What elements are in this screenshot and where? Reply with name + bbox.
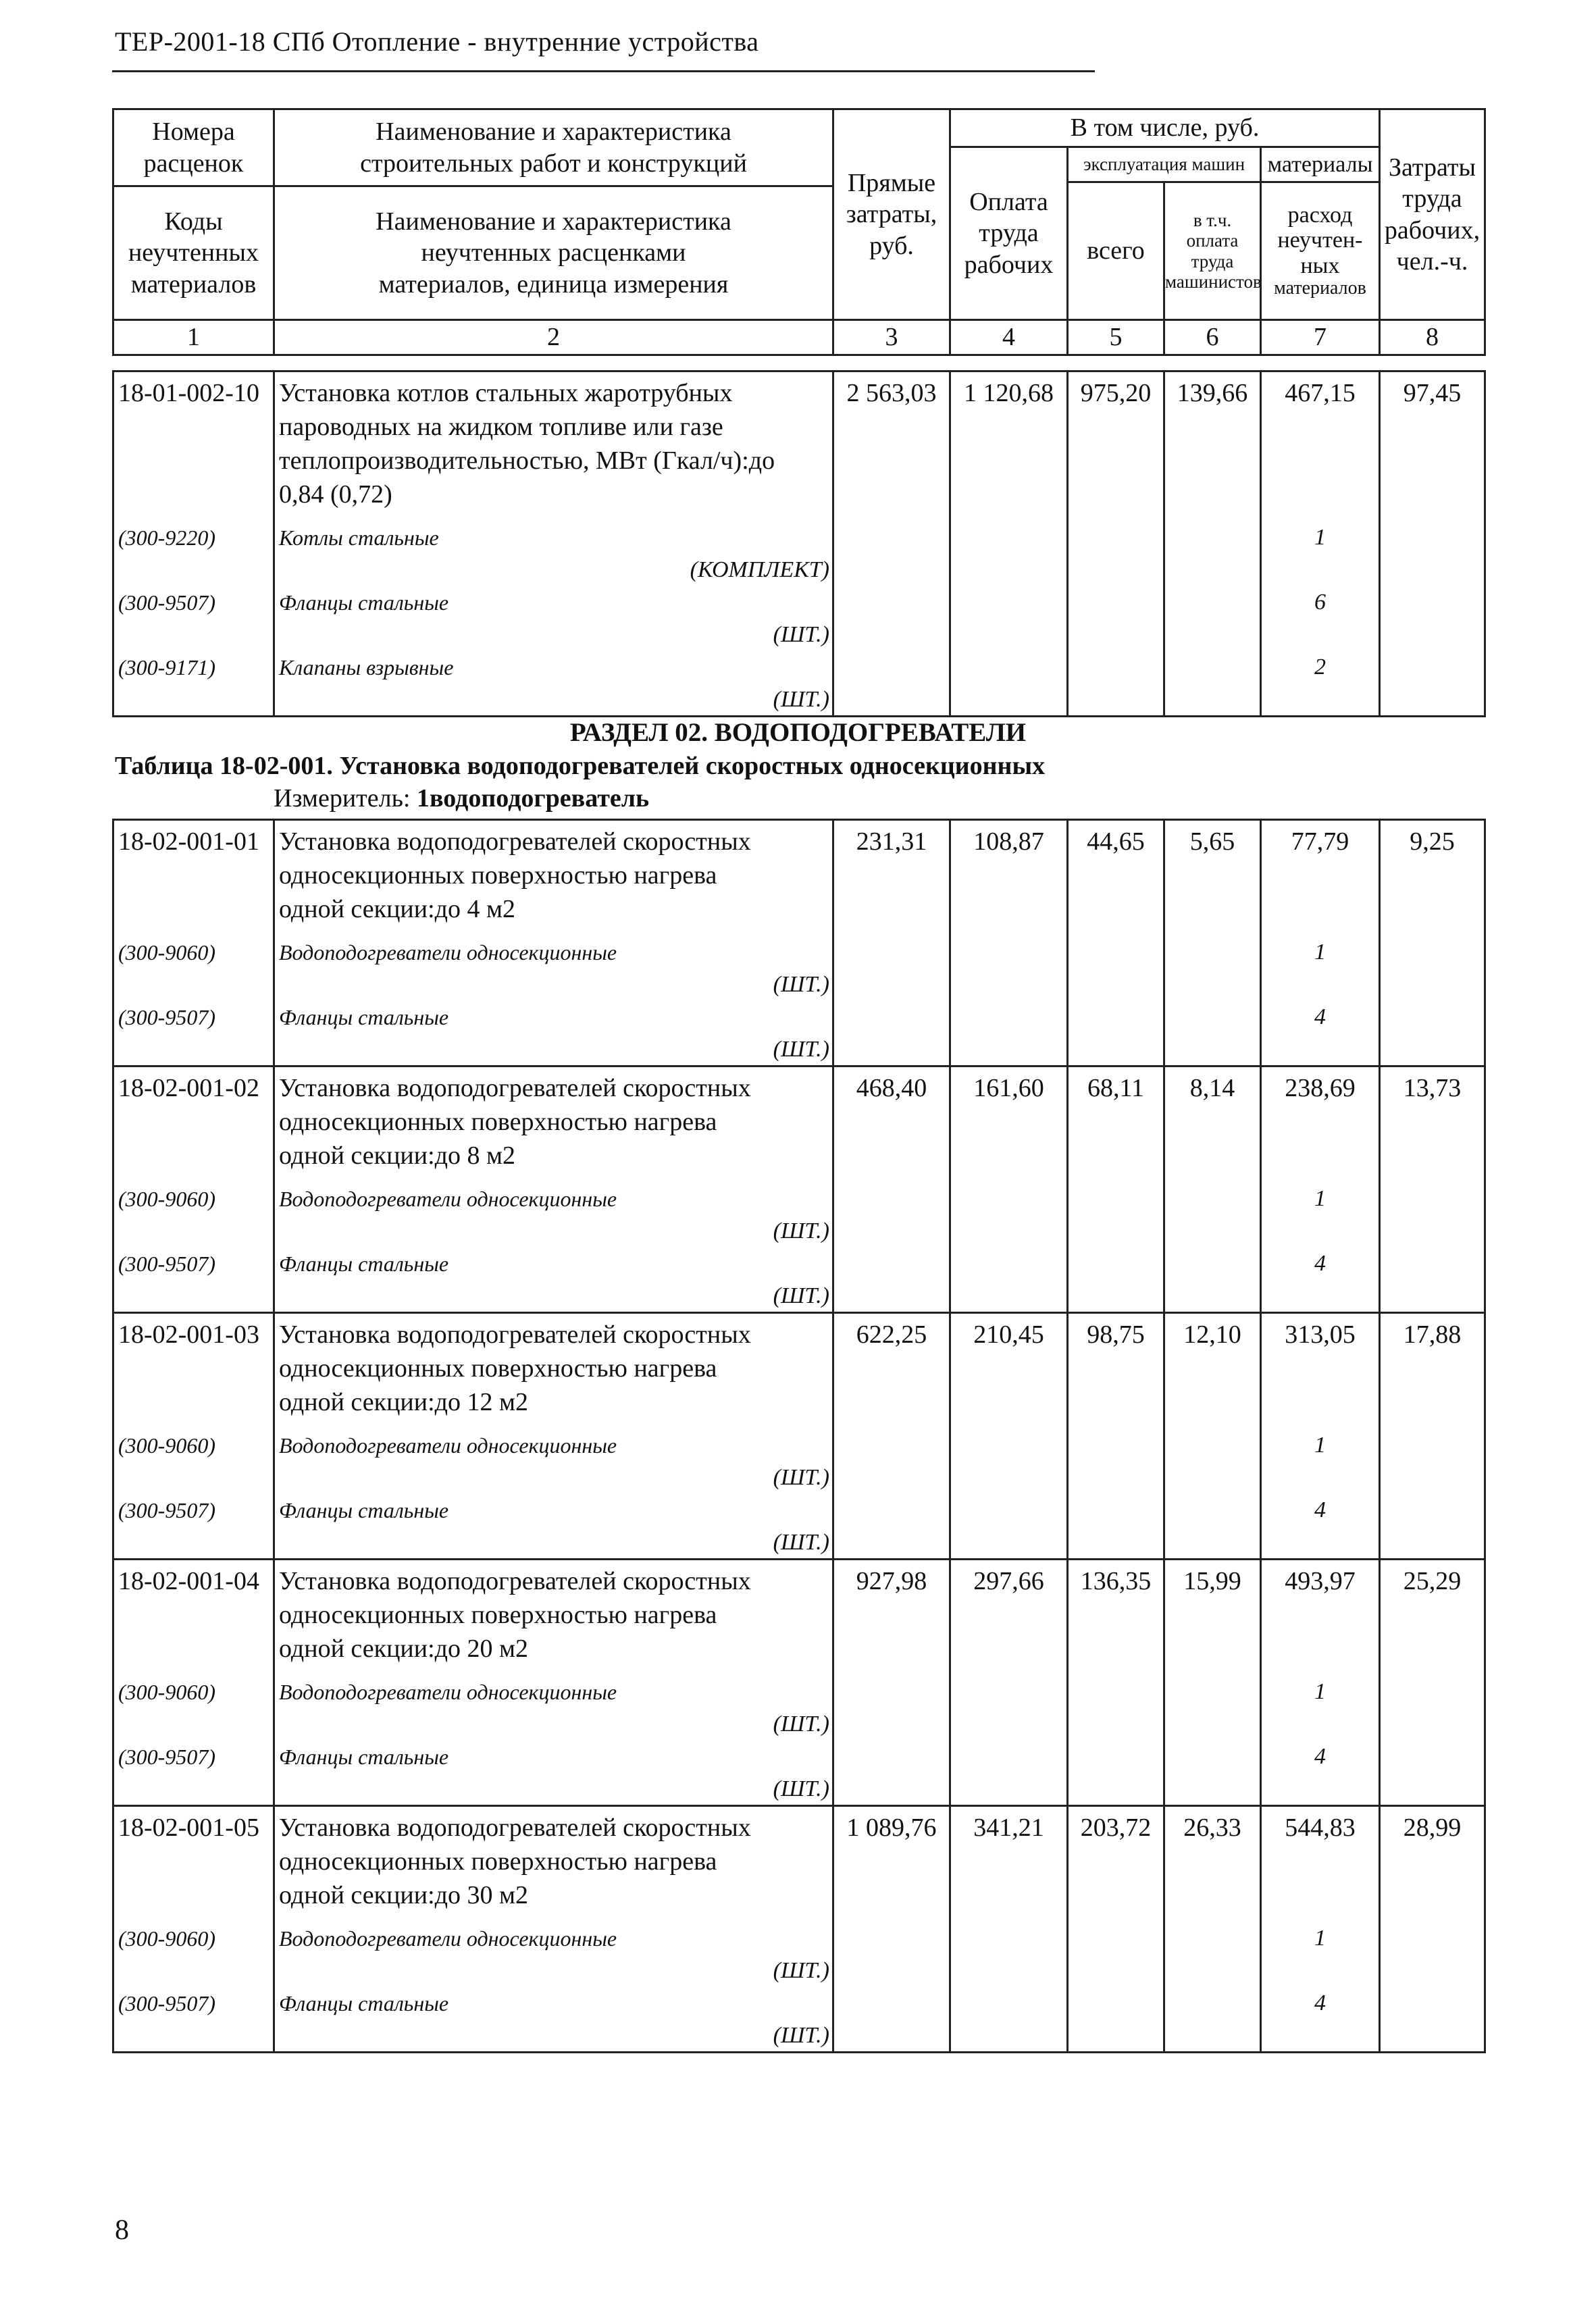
material-unit: (КОМПЛЕКТ) [274,555,833,586]
materials-cost-value: 238,69 [1261,1066,1380,1173]
material-unit: (ШТ.) [274,1774,833,1806]
rate-description-line: одной секции:до 30 м2 [279,1881,529,1909]
header-group-label: В том числе, руб. [950,109,1380,147]
material-row [113,1922,1485,1955]
material-row [113,935,1485,969]
header-number-row: 1 2 3 4 5 6 7 8 [113,320,1485,355]
machinist-pay-value: 15,99 [1164,1560,1261,1666]
labor-pay-value: 108,87 [950,820,1068,927]
rate-description-line: одной секции:до 4 м2 [279,895,516,923]
material-quantity: 1 [1261,935,1380,969]
labor-hours-value: 25,29 [1380,1560,1485,1666]
material-unit: (ШТ.) [274,1281,833,1313]
materials-cost-value: 493,97 [1261,1560,1380,1666]
rate-description-line: Установка водоподогревателей скоростных [279,1814,751,1842]
labor-pay-value: 210,45 [950,1313,1068,1420]
direct-cost-value: 468,40 [833,1066,950,1173]
material-code: (300-9507) [113,1986,274,2020]
header-col1-bottom: Коды неучтенных материалов [113,186,274,320]
machine-cost-value: 203,72 [1068,1806,1164,1913]
material-row [113,1000,1485,1034]
direct-cost-value: 2 563,03 [833,371,950,512]
material-unit-row [113,619,1485,650]
material-unit: (ШТ.) [274,1527,833,1560]
machine-cost-value: 68,11 [1068,1066,1164,1173]
material-code: (300-9171) [113,650,274,684]
material-code: (300-9507) [113,1740,274,1774]
rate-description-line: односекционных поверхностью нагрева [279,1847,717,1876]
unit-of-measure-value: 1водоподогреватель [417,784,650,813]
row-spacer [113,1666,1485,1675]
material-name: Фланцы стальные [274,1247,833,1281]
material-unit-row [113,1527,1485,1560]
header-machines-label: эксплуатация машин [1068,147,1261,182]
material-name: Водоподогреватели односекционные [274,1675,833,1709]
material-unit-row [113,1774,1485,1806]
rate-description [274,820,833,927]
header-col6: в т.ч. оплата труда машинистов [1164,182,1261,320]
material-code: (300-9507) [113,1493,274,1527]
rate-description-line: односекционных поверхностью нагрева [279,1108,717,1136]
material-name: Водоподогреватели односекционные [274,1429,833,1462]
row-spacer [113,1173,1485,1182]
machine-cost-value: 136,35 [1068,1560,1164,1666]
header-col2-bottom: Наименование и характеристика неучтенных расценками материалов, единица измерения [274,186,833,320]
material-code: (300-9060) [113,1429,274,1462]
rate-description [274,1066,833,1173]
rate-description-line: пароводных на жидком топливе или газе [279,413,723,441]
header-col3: Прямые затраты, руб. [833,109,950,320]
rate-row [113,1560,1485,1666]
rate-description-line: Установка котлов стальных жаротрубных [279,379,733,407]
rate-description [274,1313,833,1420]
section-title: РАЗДЕЛ 02. ВОДОПОДОГРЕВАТЕЛИ [569,718,1027,747]
material-code: (300-9507) [113,1000,274,1034]
machinist-pay-value: 26,33 [1164,1806,1261,1913]
direct-cost-value: 622,25 [833,1313,950,1420]
machine-cost-value: 44,65 [1068,820,1164,927]
material-unit: (ШТ.) [274,1709,833,1740]
material-row [113,1986,1485,2020]
material-code: (300-9060) [113,1675,274,1709]
rate-description-line: одной секции:до 8 м2 [279,1141,516,1170]
header-col1-top: Номера расценок [113,109,274,186]
material-code: (300-9060) [113,1182,274,1216]
materials-cost-value: 77,79 [1261,820,1380,927]
material-unit: (ШТ.) [274,969,833,1000]
material-unit-row [113,969,1485,1000]
material-unit-row [113,1216,1485,1247]
header-col8: Затраты труда рабочих, чел.-ч. [1380,109,1485,320]
rate-description-line: Установка водоподогревателей скоростных [279,1320,751,1349]
rate-description-line: Установка водоподогревателей скоростных [279,827,751,856]
labor-pay-value: 297,66 [950,1560,1068,1666]
rate-row [113,820,1485,927]
material-quantity: 2 [1261,650,1380,684]
material-unit-row [113,1462,1485,1493]
row-spacer [113,1912,1485,1922]
rate-description-line: одной секции:до 12 м2 [279,1388,529,1416]
material-row [113,1493,1485,1527]
rate-description [274,371,833,512]
rate-description [274,1560,833,1666]
rate-description-line: одной секции:до 20 м2 [279,1635,529,1663]
labor-hours-value: 9,25 [1380,820,1485,927]
rate-description-line: 0,84 (0,72) [279,480,392,509]
row-spacer [113,1419,1485,1429]
rate-row [113,371,1485,512]
material-row [113,586,1485,619]
material-name: Фланцы стальные [274,1000,833,1034]
header-rule [112,70,1095,72]
material-name: Котлы стальные [274,521,833,555]
materials-cost-value: 544,83 [1261,1806,1380,1913]
material-quantity: 4 [1261,1247,1380,1281]
table-title: Таблица 18-02-001. Установка водоподогревателей скоростных односекционных [115,752,1046,780]
material-quantity: 6 [1261,586,1380,619]
material-row [113,521,1485,555]
machine-cost-value: 975,20 [1068,371,1164,512]
material-name: Фланцы стальные [274,1493,833,1527]
header-col2-top: Наименование и характеристика строительных работ и конструкций [274,109,833,186]
material-row [113,1429,1485,1462]
material-quantity: 4 [1261,1986,1380,2020]
machinist-pay-value: 12,10 [1164,1313,1261,1420]
rate-description-line: односекционных поверхностью нагрева [279,1601,717,1629]
material-quantity: 4 [1261,1000,1380,1034]
machine-cost-value: 98,75 [1068,1313,1164,1420]
direct-cost-value: 1 089,76 [833,1806,950,1913]
row-spacer [113,511,1485,521]
material-name: Фланцы стальные [274,1986,833,2020]
header-col7: расход неучтен- ных материалов [1261,182,1380,320]
labor-pay-value: 341,21 [950,1806,1068,1913]
labor-hours-value: 97,45 [1380,371,1485,512]
material-code: (300-9507) [113,1247,274,1281]
material-unit: (ШТ.) [274,1034,833,1066]
material-unit: (ШТ.) [274,1955,833,1986]
direct-cost-value: 927,98 [833,1560,950,1666]
material-unit-row [113,1034,1485,1066]
labor-pay-value: 161,60 [950,1066,1068,1173]
material-unit: (ШТ.) [274,619,833,650]
rate-row [113,1066,1485,1173]
rates-table-boilers [112,370,1486,717]
direct-cost-value: 231,31 [833,820,950,927]
rate-row [113,1313,1485,1420]
material-row [113,650,1485,684]
material-name: Водоподогреватели односекционные [274,935,833,969]
material-unit: (ШТ.) [274,1216,833,1247]
material-unit: (ШТ.) [274,2020,833,2053]
material-row [113,1740,1485,1774]
material-name: Фланцы стальные [274,586,833,619]
material-unit-row [113,555,1485,586]
material-unit: (ШТ.) [274,684,833,717]
material-name: Клапаны взрывные [274,650,833,684]
rate-description-line: односекционных поверхностью нагрева [279,861,717,890]
material-code: (300-9507) [113,586,274,619]
machinist-pay-value: 8,14 [1164,1066,1261,1173]
column-header-table [112,108,1486,356]
material-quantity: 4 [1261,1740,1380,1774]
material-row [113,1182,1485,1216]
material-row [113,1247,1485,1281]
rate-code: 18-01-002-10 [113,371,274,512]
machinist-pay-value: 5,65 [1164,820,1261,927]
material-quantity: 1 [1261,1182,1380,1216]
page-number: 8 [115,2215,129,2246]
labor-hours-value: 17,88 [1380,1313,1485,1420]
material-row [113,1675,1485,1709]
rate-description-line: Установка водоподогревателей скоростных [279,1567,751,1595]
rate-row [113,1806,1485,1913]
material-unit-row [113,1281,1485,1313]
rate-description [274,1806,833,1913]
running-header: ТЕР-2001-18 СПб Отопление - внутренние устройства [115,26,759,57]
rate-code: 18-02-001-05 [113,1806,274,1913]
row-spacer [113,926,1485,935]
material-name: Водоподогреватели односекционные [274,1182,833,1216]
material-unit: (ШТ.) [274,1462,833,1493]
material-quantity: 1 [1261,1922,1380,1955]
material-code: (300-9060) [113,1922,274,1955]
header-col5: всего [1068,182,1164,320]
materials-cost-value: 467,15 [1261,371,1380,512]
material-unit-row [113,2020,1485,2053]
rate-description-line: односекционных поверхностью нагрева [279,1354,717,1383]
rate-code: 18-02-001-02 [113,1066,274,1173]
material-quantity: 1 [1261,1675,1380,1709]
material-name: Водоподогреватели односекционные [274,1922,833,1955]
material-quantity: 1 [1261,1429,1380,1462]
header-materials-label: материалы [1261,147,1380,182]
material-quantity: 1 [1261,521,1380,555]
header-col4: Оплата труда рабочих [950,147,1068,320]
unit-of-measure-label: Измеритель: [274,784,417,813]
rate-description-line: Установка водоподогревателей скоростных [279,1074,751,1102]
material-name: Фланцы стальные [274,1740,833,1774]
rate-description-line: теплопроизводительностью, МВт (Гкал/ч):до [279,446,775,475]
machinist-pay-value: 139,66 [1164,371,1261,512]
materials-cost-value: 313,05 [1261,1313,1380,1420]
material-quantity: 4 [1261,1493,1380,1527]
rate-code: 18-02-001-04 [113,1560,274,1666]
material-unit-row [113,1955,1485,1986]
material-unit-row [113,684,1485,717]
rates-table-water-heaters [112,819,1486,2053]
labor-hours-value: 28,99 [1380,1806,1485,1913]
material-code: (300-9220) [113,521,274,555]
rate-code: 18-02-001-03 [113,1313,274,1420]
material-code: (300-9060) [113,935,274,969]
labor-hours-value: 13,73 [1380,1066,1485,1173]
labor-pay-value: 1 120,68 [950,371,1068,512]
rate-code: 18-02-001-01 [113,820,274,927]
material-unit-row [113,1709,1485,1740]
unit-of-measure [274,783,649,813]
